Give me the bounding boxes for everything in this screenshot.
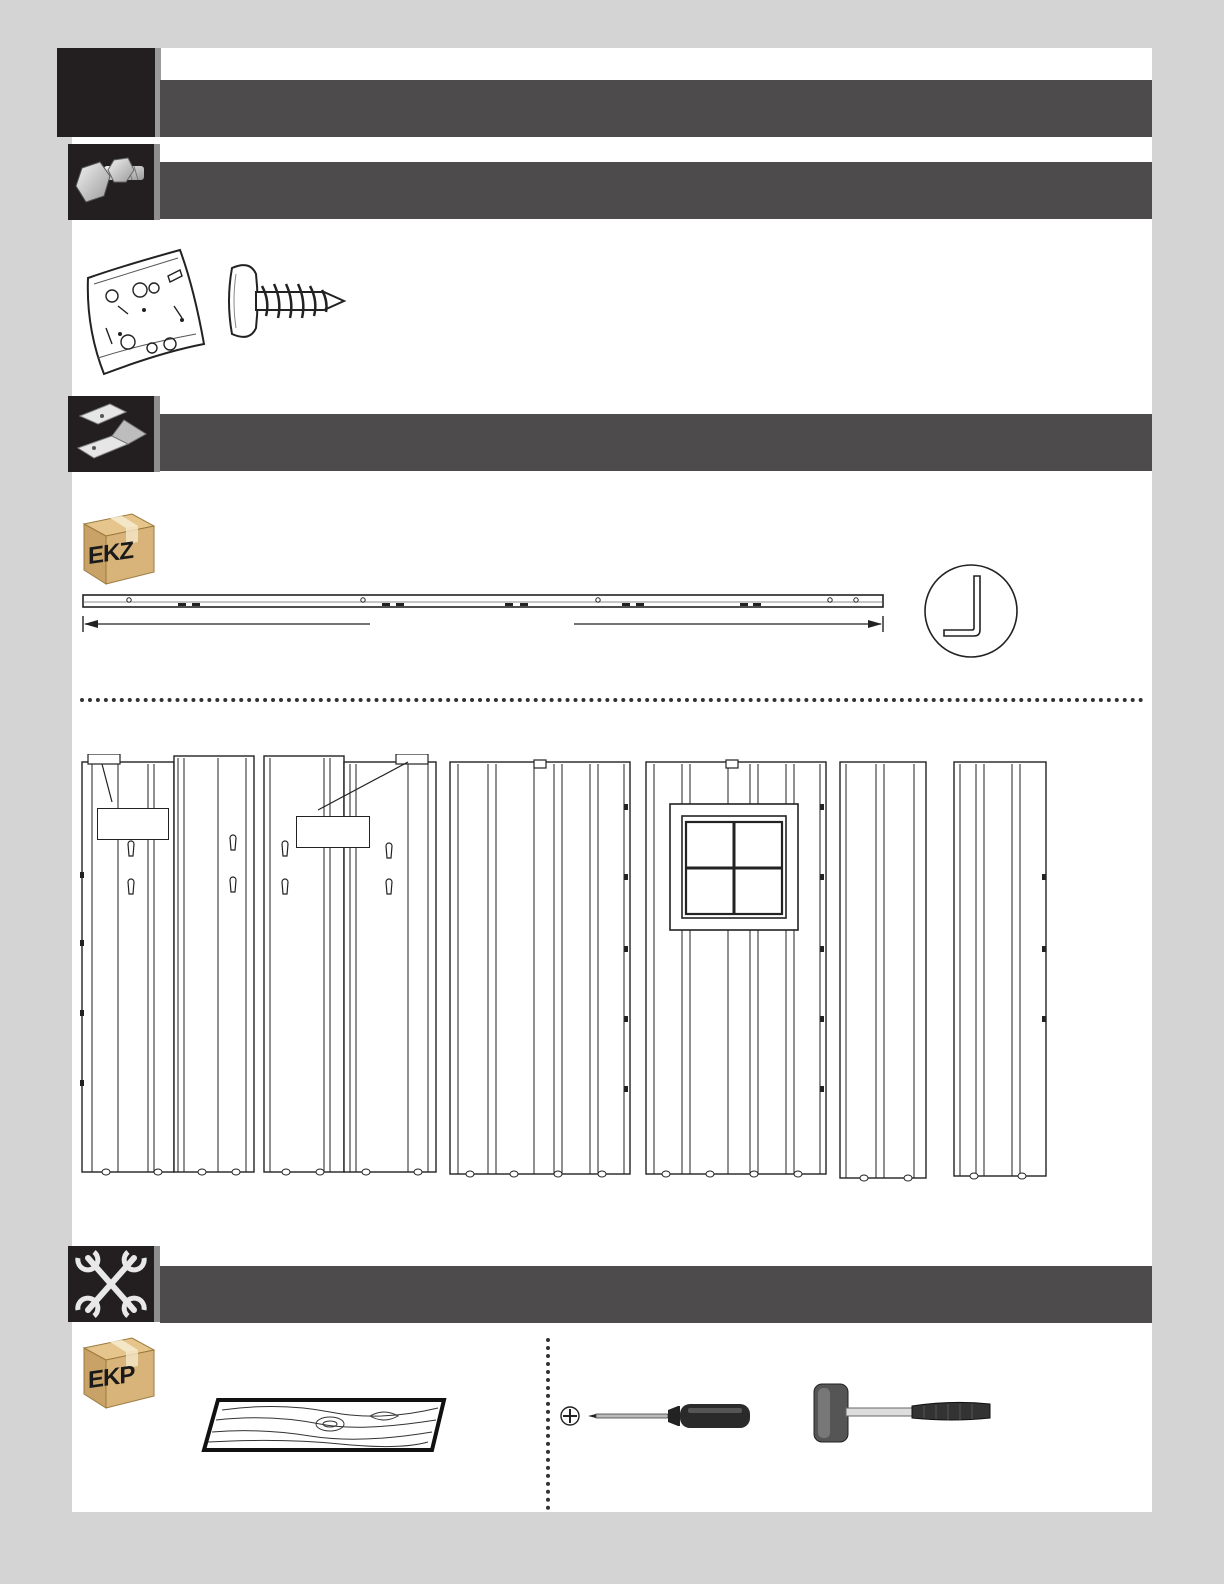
bolt-nut-icon [68,144,154,220]
wood-board-icon [200,1398,448,1458]
bracket-icon [68,396,154,472]
phillips-screwdriver-icon [560,1396,756,1436]
wall-panel [450,762,630,1174]
window-frame [670,804,798,930]
wall-panel [840,762,926,1178]
step-number-box [57,48,155,137]
tools-icon-tile [68,1246,160,1322]
wall-panel [954,762,1046,1176]
panel-callout-right [296,816,370,848]
corner-trim-detail [922,562,1020,660]
tools-box-label: EKP [88,1360,135,1395]
rubber-mallet-icon [812,1380,994,1448]
wall-panels-illustration [78,754,1078,1194]
parts-box [80,512,156,586]
hardware-bag-icon [82,248,210,376]
step-header-bar [160,80,1152,137]
tools-box [80,1336,156,1410]
section-divider [80,698,1144,702]
parts-box-label: EKZ [88,536,133,571]
parts-header-bar [160,414,1152,471]
tools-header-bar [160,1266,1152,1323]
panel-callout-left [97,808,169,840]
hardware-icon-tile [68,144,160,220]
tools-divider [546,1338,550,1510]
hardware-header-bar [160,162,1152,219]
screw-icon [228,262,358,340]
long-rail-part [80,592,890,642]
crossed-wrenches-icon [68,1246,154,1322]
parts-icon-tile [68,396,160,472]
